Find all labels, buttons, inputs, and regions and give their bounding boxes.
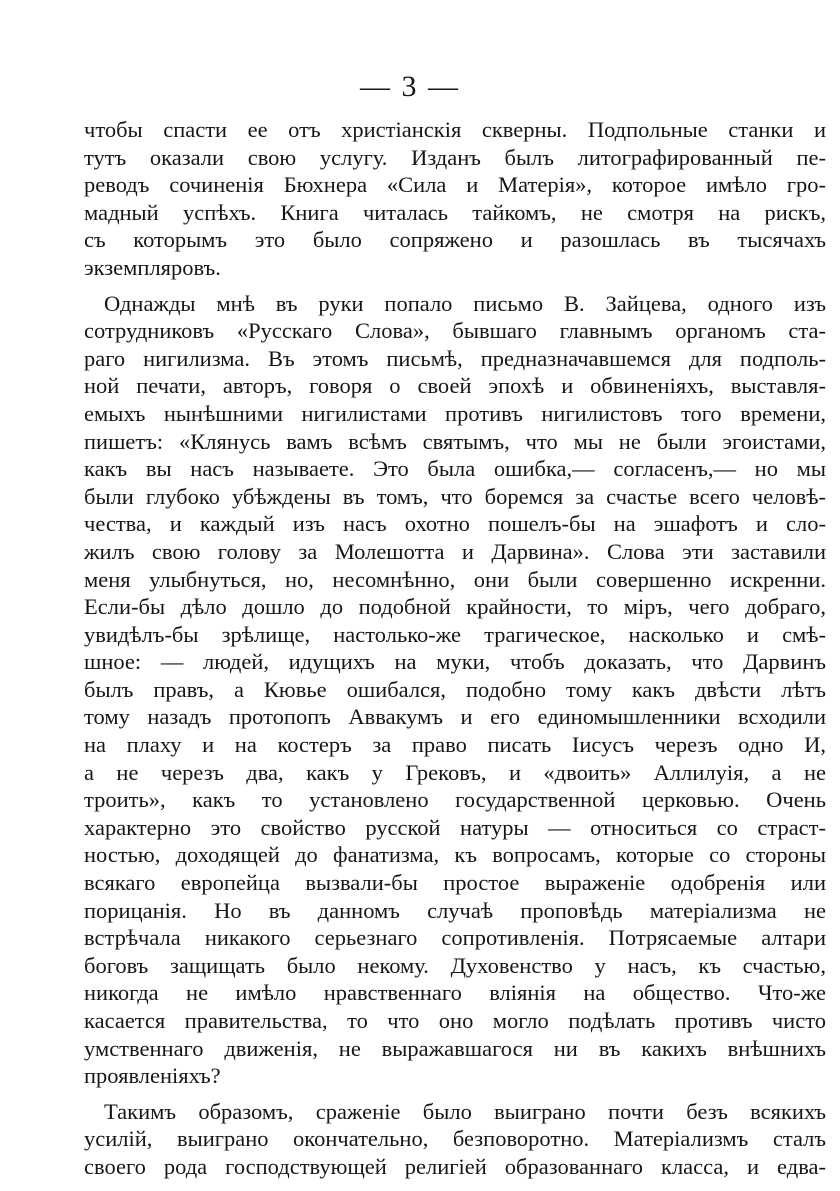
body-text (84, 116, 826, 1181)
text-line: своего рода господствующей религіей образованнаго класса, и едва- (84, 1153, 826, 1179)
text-line: увидѣлъ-бы зрѣлище, настолько-же трагическое, насколько и смѣ- (84, 621, 826, 647)
text-line: умственнаго движенія, не выражавшагося ни въ какихъ внѣшнихъ (84, 1035, 826, 1061)
text-line: усилій, выиграно окончательно, безповоротно. Матеріализмъ сталъ (84, 1126, 826, 1152)
text-line: сотрудниковъ «Русскаго Слова», бывшаго главнымъ органомъ ста- (84, 318, 826, 344)
text-line: тому назадъ протопопъ Аввакумъ и его единомышленники всходили (84, 704, 826, 730)
text-line: троить», какъ то установлено государственной церковью. Очень (84, 787, 826, 813)
text-line: меня улыбнуться, но, несомнѣнно, они были совершенно искренни. (84, 566, 826, 592)
text-line: никогда не имѣло нравственнаго вліянія на общество. Что-же (84, 980, 826, 1006)
text-line: на плаху и на костеръ за право писать Іисусъ черезъ одно И, (84, 732, 826, 758)
text-line: были глубоко убѣждены въ томъ, что боремся за счастье всего человѣ- (84, 483, 826, 509)
text-line: боговъ защищать было некому. Духовенство у насъ, къ счастью, (84, 952, 826, 978)
text-line: какъ вы насъ называете. Это была ошибка,— согласенъ,— но мы (84, 456, 826, 482)
page-number: — 3 — (360, 70, 460, 103)
text-line: экземпляровъ. (84, 254, 221, 280)
text-line: былъ правъ, а Кювье ошибался, подобно тому какъ двѣсти лѣтъ (84, 676, 826, 702)
text-line: Такимъ образомъ, сраженіе было выиграно почти безъ всякихъ (104, 1098, 826, 1124)
text-line: Однажды мнѣ въ руки попало письмо В. Зайцева, одного изъ (104, 290, 826, 316)
text-line: емыхъ нынѣшними нигилистами противъ нигилистовъ того времени, (84, 400, 826, 426)
text-line: пишетъ: «Клянусь вамъ всѣмъ святымъ, что мы не были эгоистами, (84, 428, 826, 454)
text-line: съ которымъ это было сопряжено и разошлась въ тысячахъ (84, 227, 826, 253)
text-line: касается правительства, то что оно могло подѣлать противъ чисто (84, 1008, 826, 1033)
text-line: встрѣчала никакого серьезнаго сопротивленія. Потрясаемые алтари (84, 925, 826, 951)
text-line: чтобы спасти ее отъ христіанскія скверны. Подпольные станки и (84, 117, 826, 142)
text-line: а не черезъ два, какъ у Грековъ, и «двоить» Аллилуія, а не (84, 759, 826, 785)
paragraph (84, 1098, 826, 1181)
text-line: реводъ сочиненія Бюхнера «Сила и Матерія», которое имѣло гро- (84, 172, 826, 198)
text-line: раго нигилизма. Въ этомъ письмѣ, предназначавшемся для подполь- (84, 345, 826, 371)
text-line: всякаго европейца вызвали-бы простое выраженіе одобренія или (84, 870, 826, 896)
text-line: Если-бы дѣло дошло до подобной крайности, то міръ, чего добраго, (84, 594, 826, 620)
text-line: шное: — людей, идущихъ на муки, чтобъ доказать, что Дарвинъ (84, 649, 826, 675)
text-line: тутъ оказали свою услугу. Изданъ былъ литографированный пе- (84, 144, 826, 170)
text-line: проявленіяхъ? (84, 1063, 221, 1089)
text-line: мадный успѣхъ. Книга читалась тайкомъ, не смотря на рискъ, (84, 199, 826, 225)
text-line: ной печати, авторъ, говоря о своей эпохѣ и обвиненіяхъ, выставля- (84, 373, 826, 399)
paragraph (84, 116, 826, 282)
text-line: ностью, доходящей до фанатизма, къ вопросамъ, которые со стороны (84, 842, 826, 868)
text-line: порицанія. Но въ данномъ случаѣ проповѣдь матеріализма не (84, 897, 826, 923)
text-line: чества, и каждый изъ насъ охотно пошелъ-бы на эшафотъ и сло- (84, 511, 826, 537)
text-line: характерно это свойство русской натуры — относиться со страст- (84, 814, 826, 840)
text-line: жилъ свою голову за Молешотта и Дарвина». Слова эти заставили (84, 538, 826, 564)
paragraph (84, 290, 826, 1090)
